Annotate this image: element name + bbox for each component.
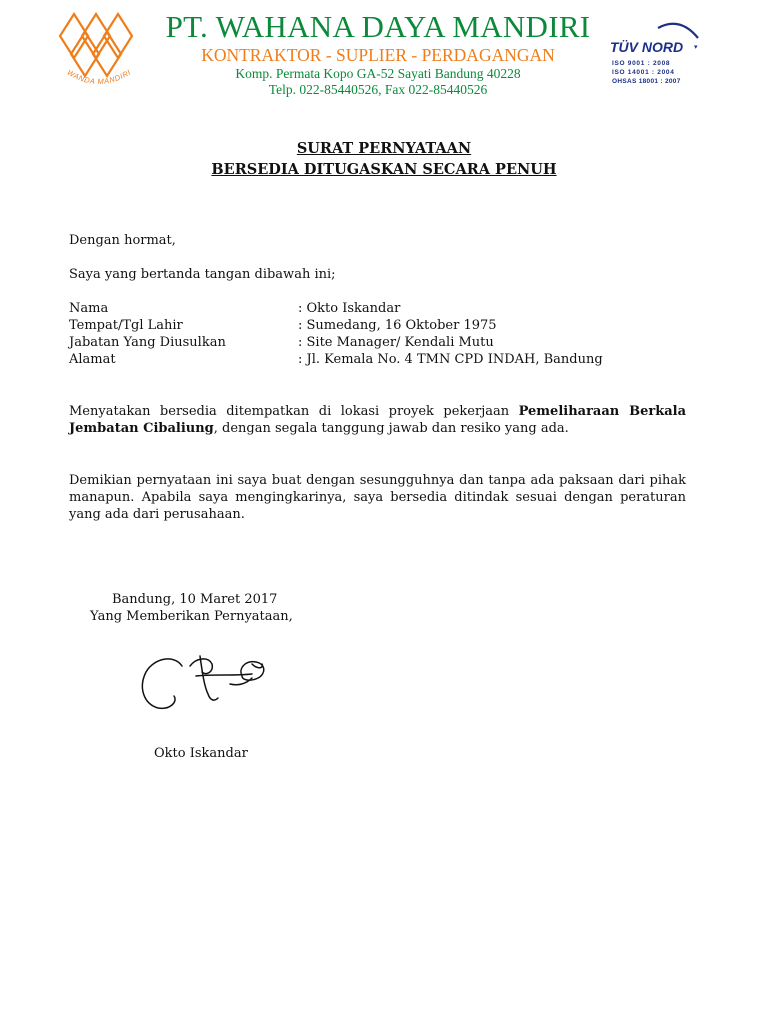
statement-text-start: Menyatakan bersedia ditempatkan di lokasi proyek pekerjaan [69,404,519,419]
field-label-birth: Tempat/Tgl Lahir [69,318,183,333]
field-label-name: Nama [69,301,109,316]
field-label-position: Jabatan Yang Diusulkan [69,335,226,350]
greeting: Dengan hormat, [69,233,176,248]
intro-text: Saya yang bertanda tangan dibawah ini; [69,267,336,282]
document-title: SURAT PERNYATAAN [296,140,472,157]
company-address: Komp. Permata Kopo GA-52 Sayati Bandung 40228 [235,66,521,81]
company-logo [58,12,138,90]
field-value-address: : Jl. Kemala No. 4 TMN CPD INDAH, Bandung [298,352,603,367]
company-name: PT. WAHANA DAYA MANDIRI [165,9,591,44]
tuv-nord-text: TÜV NORD [610,39,684,55]
field-value-name: : Okto Iskandar [298,301,401,316]
svg-text:▾: ▾ [694,44,698,51]
logo-text: WANDA MANDIRI [65,67,133,87]
company-tagline: KONTRAKTOR - SUPLIER - PERDAGANGAN [201,45,555,65]
signatory-role: Yang Memberikan Pernyataan, [90,609,293,624]
handwritten-signature [134,642,284,726]
cert-iso-14001: ISO 14001 : 2004 [612,69,675,76]
company-phone: Telp. 022-85440526, Fax 022-85440526 [268,82,488,97]
signatory-name: Okto Iskandar [154,746,248,761]
project-name: Pemeliharaan Berkala Jembatan Cibaliung [69,404,686,436]
field-label-address: Alamat [69,352,116,367]
svg-text:WANDA MANDIRI [65,68,132,86]
statement-paragraph [69,403,686,437]
statement-text-end: , dengan segala tanggung jawab dan resiko yang ada. [213,421,569,436]
field-value-birth: : Sumedang, 16 Oktober 1975 [298,318,497,333]
document-subtitle: BERSEDIA DITUGASKAN SECARA PENUH [211,161,557,178]
closing-paragraph: Demikian pernyataan ini saya buat dengan sesungguhnya dan tanpa ada paksaan dari pihak manapun. Apabila saya mengingkarinya, saya bersedia ditindak sesuai dengan peraturan yang ada dari perusahaan. [69,473,686,522]
place-date: Bandung, 10 Maret 2017 [112,592,278,607]
cert-iso-9001: ISO 9001 : 2008 [612,60,671,67]
certification-logo [608,12,704,94]
cert-ohsas-18001: OHSAS 18001 : 2007 [612,78,681,85]
field-value-position: : Site Manager/ Kendali Mutu [298,335,494,350]
